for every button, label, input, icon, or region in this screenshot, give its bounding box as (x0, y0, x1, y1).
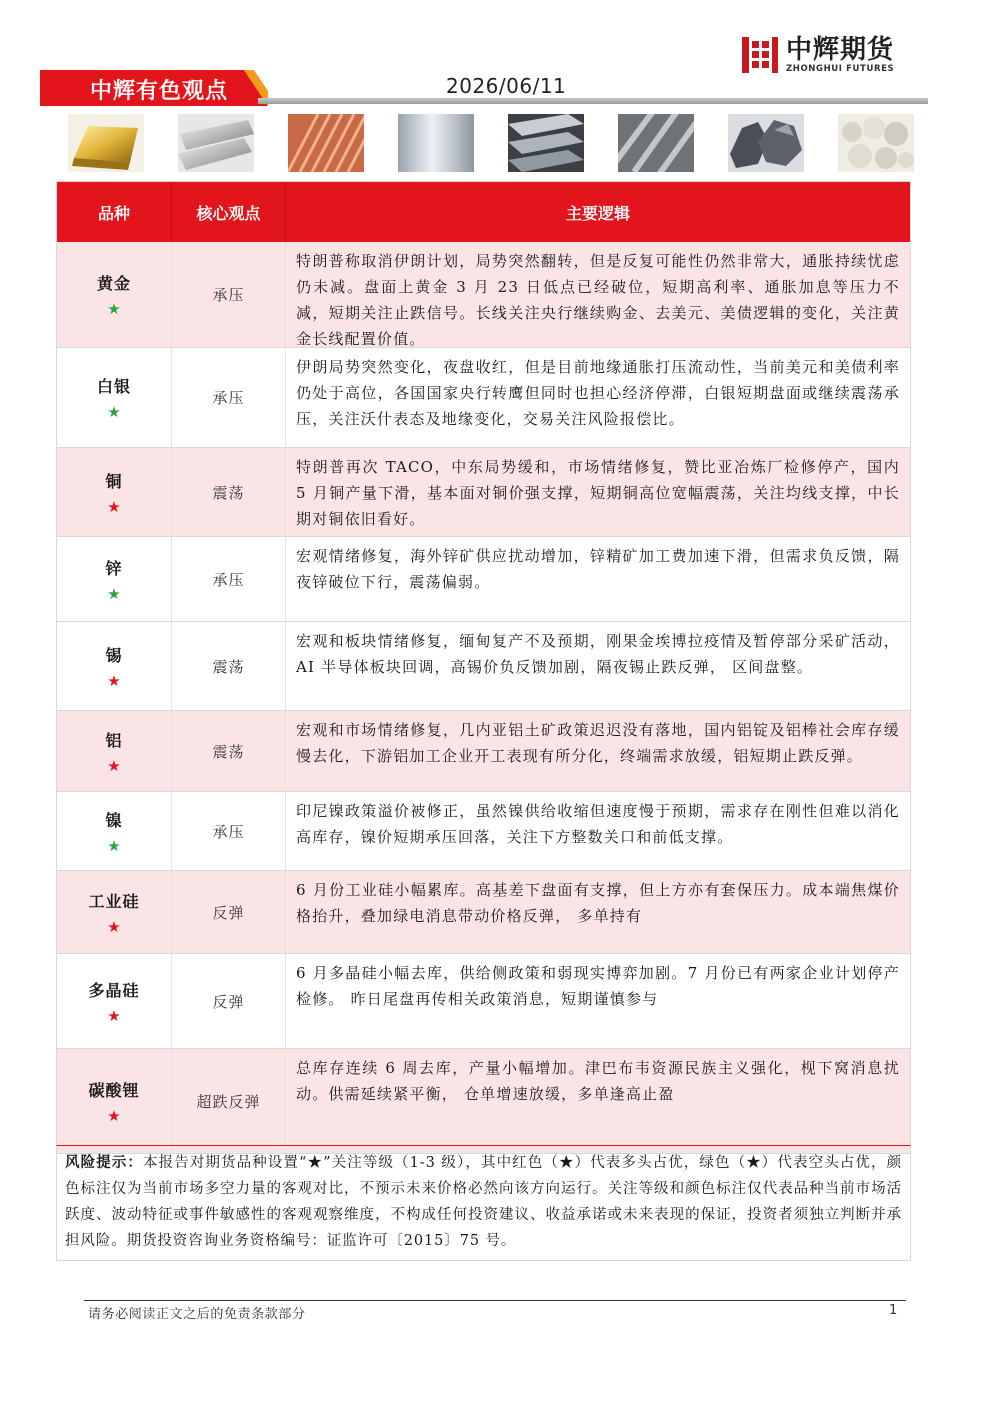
variety-name: 白银 (96, 377, 131, 396)
core-view: 反弹 (212, 992, 245, 1011)
main-logic: 特朗普再次 TACO，中东局势缓和，市场情绪修复，赞比亚冶炼厂检修停产，国内 5 月铜产量下滑，基本面对铜价强支撑，短期铜高位宽幅震荡，关注均线支撑，中长期对铜依旧看好。 (296, 458, 900, 528)
page-title: 中辉有色观点 (90, 79, 229, 104)
star-icon: ★ (107, 300, 121, 318)
header-core-view: 核心观点 (172, 182, 286, 242)
star-icon: ★ (107, 403, 121, 421)
table-header (57, 182, 910, 242)
variety-name: 镍 (105, 810, 123, 830)
core-view: 承压 (212, 570, 245, 589)
copper-wire-image (288, 114, 364, 172)
main-logic: 6 月份工业硅小幅累库。高基差下盘面有支撑，但上方亦有套保压力。成本端焦煤价格抬升，叠加绿电消息带动价格反弹， 多单持有 (296, 881, 900, 925)
report-date: 2026/06/11 (446, 74, 567, 98)
silver-ingots-image (178, 114, 254, 172)
variety-name: 锌 (105, 558, 123, 578)
main-logic: 特朗普称取消伊朗计划，局势突然翻转，但是反复可能性仍然非常大，通胀持续忧虑仍未减。盘面上黄金 3 月 23 日低点已经破位，短期高利率、通胀加息等压力不减，短期关注止跌信号。长线关注央行继续购金、去美元、美债逻辑的变化，关注黄金长线配置价值。 (296, 252, 900, 348)
main-logic: 宏观情绪修复，海外锌矿供应扰动增加，锌精矿加工费加速下滑，但需求负反馈，隔夜锌破位下行，震荡偏弱。 (296, 547, 900, 591)
main-logic: 宏观和市场情绪修复，几内亚铝土矿政策迟迟没有落地，国内铝锭及铝棒社会库存缓慢去化，下游铝加工企业开工表现有所分化，终端需求放缓，铝短期止跌反弹。 (296, 721, 900, 765)
variety-name: 工业硅 (88, 891, 140, 911)
risk-label: 风险提示： (65, 1155, 144, 1171)
silicon-ore-image (728, 114, 804, 172)
company-logo (742, 34, 894, 76)
logo-name-en: ZHONGHUI FUTURES (786, 64, 895, 74)
title-banner (40, 70, 268, 106)
core-view: 震荡 (212, 742, 245, 761)
logo-name-cn: 中辉期货 (786, 35, 895, 65)
main-logic: 宏观和板块情绪修复，缅甸复产不及预期，刚果金埃博拉疫情及暂停部分采矿活动，AI 半导体板块回调，高锡价负反馈加剧，隔夜锡止跌反弹， 区间盘整。 (296, 632, 900, 676)
variety-name: 碳酸锂 (88, 1080, 140, 1100)
star-icon: ★ (107, 917, 121, 936)
header-divider (258, 98, 928, 104)
main-logic: 总库存连续 6 周去库，产量小幅增加。津巴布韦资源民族主义强化，枧下窝消息扰动。供需延续紧平衡， 仓单增速放缓，多单逢高止盈 (296, 1059, 900, 1103)
risk-notice (56, 1145, 911, 1261)
metals-image-strip (68, 114, 900, 174)
main-logic: 伊朗局势突然变化，夜盘收红，但是目前地缘通胀打压流动性，当前美元和美债利率仍处于高位，各国国家央行转鹰但同时也担心经济停滞，白银短期盘面或继续震荡承压，关注沃什表态及地缘变化，交易关注风险报偿比。 (296, 358, 900, 428)
star-icon: ★ (107, 756, 121, 775)
table-row (57, 622, 910, 711)
star-icon: ★ (107, 497, 121, 516)
star-icon: ★ (107, 671, 121, 690)
table-row (57, 242, 910, 348)
core-view: 承压 (212, 286, 245, 304)
risk-text: 本报告对期货品种设置“★”关注等级（1-3 级），其中红色（★）代表多头占优，绿色（★）代表空头占优，颜色标注仅为当前市场多空力量的客观对比，不预示未来价格必然向该方向运行。关注等级和颜色标注仅代表品种当前市场活跃度、波动特征或事件敏感性的客观观察维度，不构成任何投资建议、收益承诺或未来表现的保证，投资者须独立判断并承担风险。期货投资咨询业务资格编号：证监许可〔2015〕75 号。 (65, 1155, 902, 1249)
star-icon: ★ (107, 1106, 121, 1125)
aluminium-sheet-image (398, 114, 474, 172)
variety-name: 铝 (105, 730, 123, 750)
gold-bar-image (68, 114, 144, 172)
star-icon: ★ (107, 1006, 121, 1025)
disclaimer-note: 请务必阅读正文之后的免责条款部分 (88, 1307, 306, 1322)
core-view: 超跌反弹 (196, 1092, 261, 1111)
header-variety: 品种 (57, 182, 172, 242)
tin-bars-image (618, 114, 694, 172)
table-row (57, 871, 910, 954)
table-row (57, 537, 910, 622)
table-row (57, 954, 910, 1049)
variety-name: 多晶硅 (88, 980, 140, 1000)
footer-divider (84, 1300, 906, 1301)
lithium-crystals-image (838, 114, 914, 172)
variety-name: 铜 (105, 471, 123, 491)
table-row (57, 448, 910, 537)
core-view: 震荡 (212, 657, 245, 676)
core-view: 震荡 (212, 483, 245, 502)
core-view: 反弹 (212, 903, 245, 922)
page-number: 1 (889, 1303, 898, 1318)
table-row (57, 711, 910, 792)
core-view: 承压 (212, 389, 245, 407)
star-icon: ★ (107, 584, 121, 603)
table-row (57, 1049, 910, 1153)
star-icon: ★ (107, 836, 121, 855)
header-main-logic: 主要逻辑 (565, 203, 630, 223)
main-logic: 6 月多晶硅小幅去库，供给侧政策和弱现实博弈加剧。7 月份已有两家企业计划停产检修。 昨日尾盘再传相关政策消息，短期谨慎参与 (296, 964, 900, 1008)
zinc-plates-image (508, 114, 584, 172)
variety-name: 黄金 (96, 274, 131, 293)
main-logic: 印尼镍政策溢价被修正，虽然镍供给收缩但速度慢于预期，需求存在刚性但难以消化高库存，镍价短期承压回落，关注下方整数关口和前低支撑。 (296, 802, 900, 846)
table-row (57, 792, 910, 871)
variety-name: 锡 (105, 645, 123, 665)
core-view: 承压 (212, 822, 245, 841)
table-row (57, 348, 910, 448)
commodity-view-table (56, 181, 911, 1154)
logo-grid-icon (742, 37, 778, 73)
